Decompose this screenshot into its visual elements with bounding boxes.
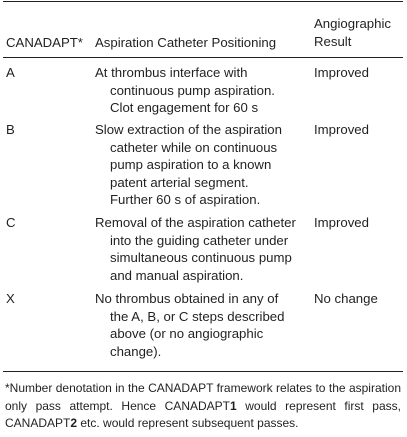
positioning-line: No thrombus obtained in any of [95,291,279,306]
footnote-text: *Number denotation in the CANADAPT framework relates to the aspiration only pass attempt. Hence CANADAPT [5,381,401,413]
positioning-line: and manual aspiration. [110,267,244,283]
positioning-line: Slow extraction of the aspiration [95,122,282,137]
positioning-line: Further 60 s of aspiration. [110,192,261,207]
positioning-line: above (or no angiographic [110,326,264,341]
table-footnote [5,380,401,433]
header-result-line1: Angiographic [314,16,391,31]
header-result-line2: Result [314,34,352,49]
row-code: A [6,65,15,80]
result-cell: Improved [314,215,369,230]
positioning-line: continuous pump aspiration. [110,82,275,98]
result-cell: No change [314,291,378,306]
result-cell: Improved [314,122,369,137]
positioning-line: pump aspiration to a known [110,157,272,172]
table-bottom-rule [3,371,403,372]
result-cell: Improved [314,65,369,80]
positioning-line: Removal of the aspiration catheter [95,215,296,230]
positioning-line: patent arterial segment. [110,174,249,190]
row-code: B [6,122,15,137]
footnote-bold-number: 2 [70,416,78,430]
positioning-line: catheter while on continuous [110,139,278,155]
positioning-line: Clot engagement for 60 s [110,100,259,115]
footnote-bold-number: 1 [230,398,237,413]
positioning-line: the A, B, or C steps described [110,308,285,324]
header-rule [3,57,403,58]
positioning-line: At thrombus interface with [95,65,248,80]
positioning-line: simultaneous continuous pump [110,250,292,265]
positioning-line: into the guiding catheter under [110,232,289,248]
positioning-line: change). [110,343,162,359]
header-positioning: Aspiration Catheter Positioning [95,35,277,50]
table-top-rule [3,1,403,2]
header-canadapt: CANADAPT* [6,35,83,50]
row-code: X [6,291,15,306]
row-code: C [6,215,16,230]
footnote-text: would represent first pass, CANADAPT [5,398,401,430]
footnote-text: etc. would represent subsequent passes. [77,416,299,430]
